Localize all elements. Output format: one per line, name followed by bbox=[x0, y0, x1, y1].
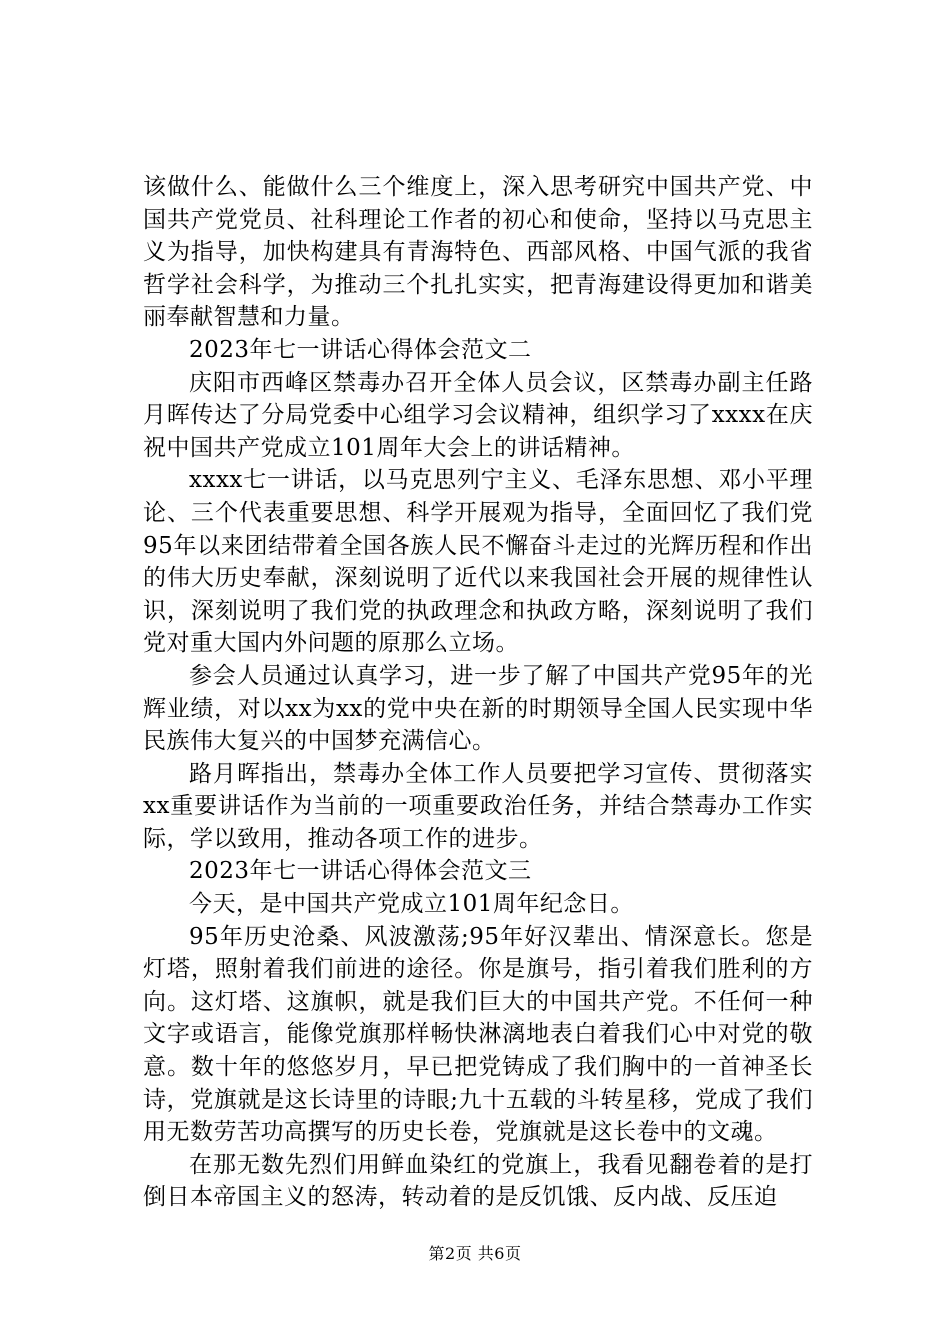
paragraph-4: 参会人员通过认真学习，进一步了解了中国共产党95年的光辉业绩，对以xx为xx的党中央在新的时期领导全国人民实现中华民族伟大复兴的中国梦充满信心。 bbox=[143, 662, 813, 755]
paragraph-6: 今天，是中国共产党成立101周年纪念日。 bbox=[189, 891, 634, 918]
document-body bbox=[143, 171, 813, 1214]
paragraph-8: 在那无数先烈们用鲜血染红的党旗上，我看见翻卷着的是打倒日本帝国主义的怒涛，转动着的是反饥饿、反内战、反压迫 bbox=[143, 1151, 813, 1211]
section-heading-3: 2023年七一讲话心得体会范文三 bbox=[189, 858, 532, 885]
page-number: 第2页 共6页 bbox=[428, 1244, 522, 1263]
section-heading-2: 2023年七一讲话心得体会范文二 bbox=[189, 336, 532, 363]
paragraph-1: 该做什么、能做什么三个维度上，深入思考研究中国共产党、中国共产党党员、社科理论工作者的初心和使命，坚持以马克思主义为指导，加快构建具有青海特色、西部风格、中国气派的我省哲学社会科学，为推动三个扎扎实实，把青海建设得更加和谐美丽奉献智慧和力量。 bbox=[143, 174, 813, 331]
paragraph-3: xxxx七一讲话，以马克思列宁主义、毛泽东思想、邓小平理论、三个代表重要思想、科学开展观为指导，全面回忆了我们党95年以来团结带着全国各族人民不懈奋斗走过的光辉历程和作出的伟大历史奉献，深刻说明了近代以来我国社会开展的规律性认识，深刻说明了我们党的执政理念和执政方略，深刻说明了我们党对重大国内外问题的原那么立场。 bbox=[143, 467, 813, 657]
paragraph-2: 庆阳市西峰区禁毒办召开全体人员会议，区禁毒办副主任路月晖传达了分局党委中心组学习会议精神，组织学习了xxxx在庆祝中国共产党成立101周年大会上的讲话精神。 bbox=[143, 369, 813, 461]
paragraph-7: 95年历史沧桑、风波激荡;95年好汉辈出、情深意长。您是灯塔，照射着我们前进的途径。你是旗号，指引着我们胜利的方向。这灯塔、这旗帜，就是我们巨大的中国共产党。不任何一种文字或语言，能像党旗那样畅快淋漓地表白着我们心中对党的敬意。数十年的悠悠岁月，早已把党铸成了我们胸中的一首神圣长诗，党旗就是这长诗里的诗眼;九十五载的斗转星移，党成了我们用无数劳苦功高撰写的历史长卷，党旗就是这长卷中的文魂。 bbox=[143, 923, 813, 1146]
paragraph-5: 路月晖指出，禁毒办全体工作人员要把学习宣传、贯彻落实xx重要讲话作为当前的一项重要政治任务，并结合禁毒办工作实际，学以致用，推动各项工作的进步。 bbox=[143, 760, 813, 852]
